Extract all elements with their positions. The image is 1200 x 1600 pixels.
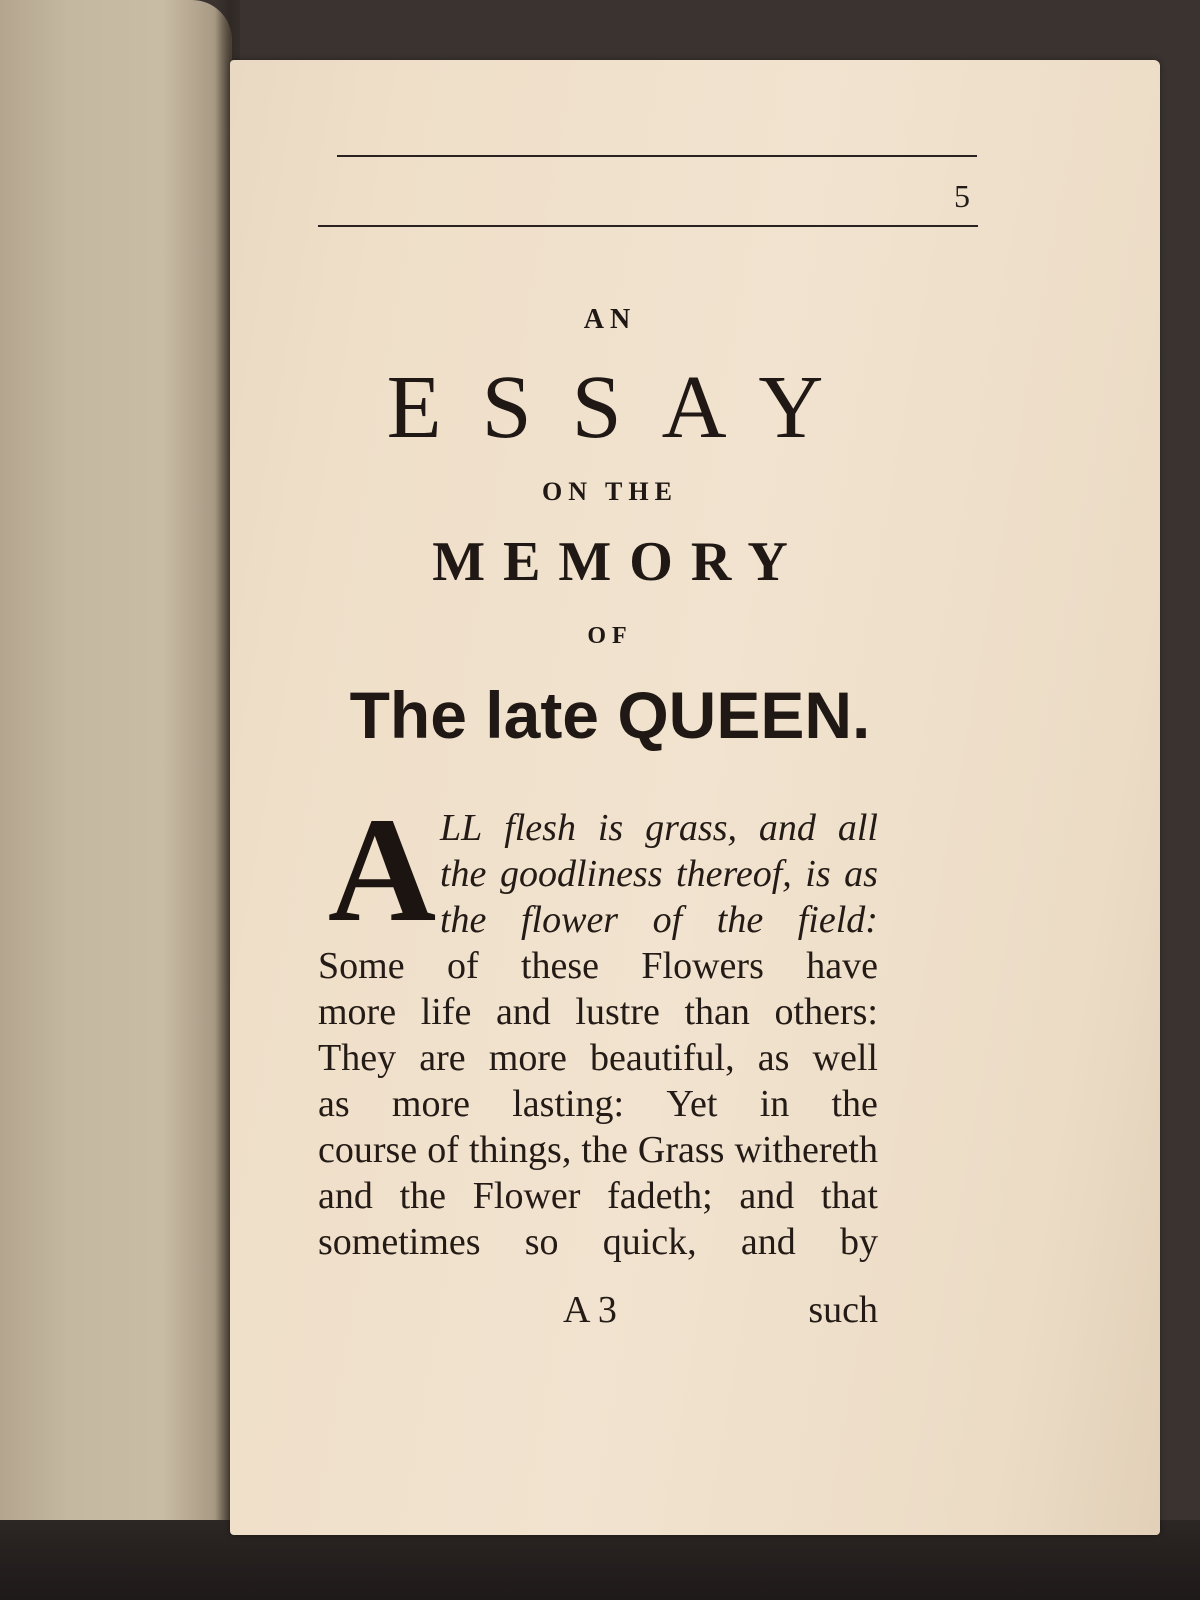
text-line: They are more beautiful, as well [318,1037,878,1079]
text-line: Some of these Flowers have [318,945,878,987]
title-essay: ESSAY [386,358,864,457]
book-page [230,60,1160,1535]
title-memory: MEMORY [432,531,806,593]
drop-cap: A [327,787,437,953]
text-line: LL flesh is grass, and all [440,807,878,849]
text-line: the flower of the field: [440,899,878,941]
catchword: such [808,1289,878,1331]
signature-mark: A 3 [563,1289,617,1331]
text-line: the goodliness thereof, is as [440,853,878,895]
title-on-the: ON THE [542,477,678,506]
header-rule-bottom [318,225,978,227]
catchline [318,1288,878,1338]
header-rule-top [337,155,977,157]
text-line: and the Flower fadeth; and that [318,1175,878,1217]
page-number: 5 [954,178,970,214]
title-of: OF [587,623,633,649]
title-late-queen: The late QUEEN. [349,678,871,752]
body-text [318,787,878,1265]
facing-page [0,0,232,1600]
text-line: course of things, the Grass withereth [318,1129,878,1171]
title-block [320,300,900,760]
title-an: AN [583,304,637,335]
text-line: more life and lustre than others: [318,991,878,1033]
text-line: as more lasting: Yet in the [318,1083,878,1125]
text-line: sometimes so quick, and by [318,1221,878,1263]
